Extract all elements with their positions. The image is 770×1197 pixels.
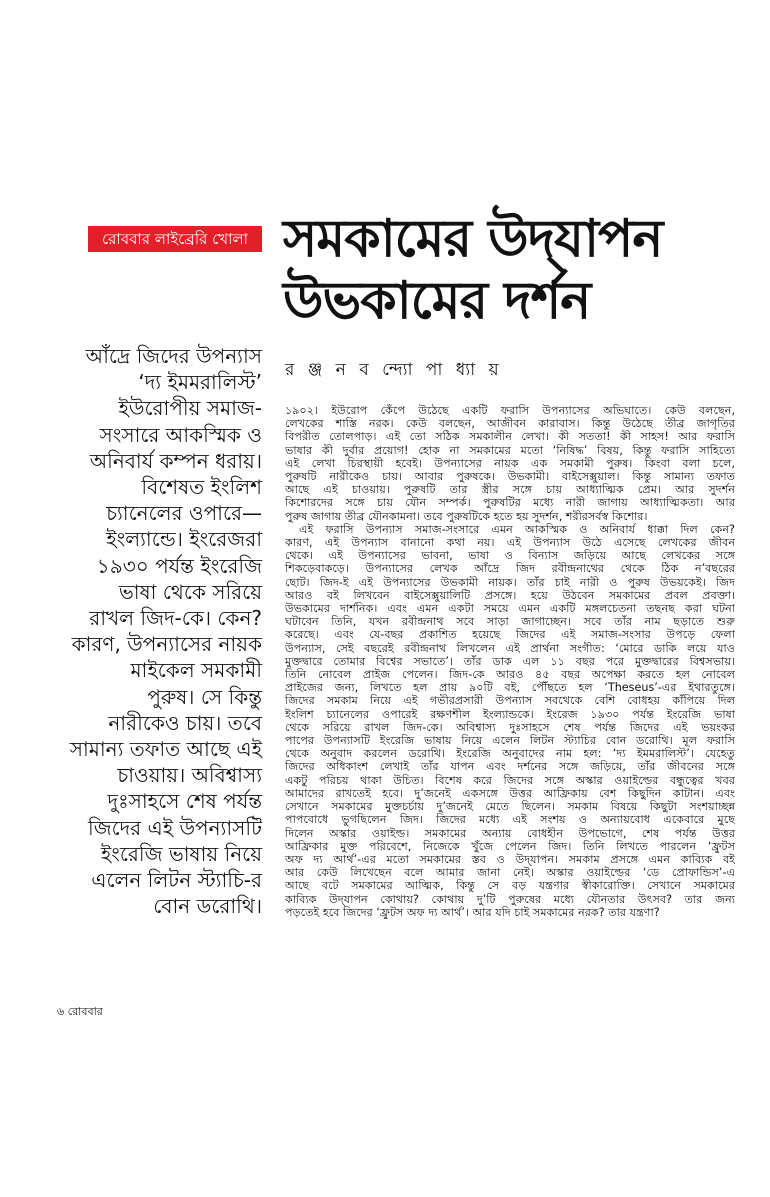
body-line: কারণ, এই উপন্যাস বানানো কথা নয়। এই উপন্যাস উঠে এসেছে লেখকের জীবন bbox=[285, 536, 735, 550]
body-line: ইংলিশ চ্যানেলের ওপারেই রক্ষণশীল ইংল্যান্ডকে। ইংরেজ ১৯৩০ পর্যন্ত ইংরেজি ভাষা bbox=[285, 707, 735, 721]
pull-quote-line: ইংল্যান্ডে। ইংরেজরা bbox=[106, 527, 262, 552]
pull-quote-line: সংসারে আকস্মিক ও bbox=[99, 422, 262, 447]
body-line: তিনি নোবেল প্রাইজ পেলেন। জিদ-কে আরও ৪৫ বছর অপেক্ষা করতে হল নোবেল bbox=[285, 668, 735, 682]
body-line: ছোট। জিদ-ই এই উপন্যাসের উভকামী নায়ক। তাঁর চাই নারী ও পুরুষ উভয়কেই। জিদ bbox=[285, 575, 735, 589]
body-line: থেকে। এই উপন্যাসের ভাবনা, ভাষা ও বিন্যাস জড়িয়ে আছে লেখকের সঙ্গে bbox=[285, 549, 735, 563]
body-line: পাপের উপন্যাসটি ইংরেজি ভাষায় নিয়ে এলেন লিটন স্ট্যাচির বোন ডরোথি। মূল ফরাসি bbox=[285, 734, 735, 748]
body-line: আর কেউ লিখেছেন বলে আমার জানা নেই। অস্কার ওয়াইল্ডের ‘ডে প্রোফান্ডিস’-এ bbox=[285, 866, 735, 880]
pull-quote-line: রাখল জিদ-কে। কেন? bbox=[89, 606, 262, 631]
pull-quote-line: ইংরেজি ভাষায় নিয়ে bbox=[100, 841, 262, 866]
pull-quote-line: দুঃসাহসে শেষ পর্যন্ত bbox=[107, 789, 262, 814]
body-line: আরও বই লিখবেন বাইসেক্সুয়ালিটি প্রসঙ্গে। হয়ে উঠবেন সমকামের প্রবল প্রবক্তা। bbox=[285, 588, 735, 602]
body-line: করেছে। এবং যে-বছর প্রকাশিত হয়েছে জিদের এই সমাজ-সংসার উপড়ে ফেলা bbox=[285, 628, 735, 642]
body-line: আছে বটে সমকামের আত্মিক, কিন্তু সে বড় যন্ত্রণার স্বীকারোক্তি। সেখানে সমকামের bbox=[285, 879, 735, 893]
body-line: লেখকের শাস্তি নরক। কেউ বলছেন, আজীবন কারাবাস। কিন্তু উঠেছে তীব্র জাগৃতির bbox=[285, 417, 735, 431]
body-line: থেকে সরিয়ে রাখল জিদ-কে। অবিশ্বাস্য দুঃসাহসে শেষ পর্যন্ত জিদের এই ভয়ংকর bbox=[285, 720, 735, 734]
body-line: অফ দ্য আর্থ’-এর মতো সমকামের স্তব ও উদ্‌যাপন। সমকাম প্রসঙ্গে এমন কাব্যিক বই bbox=[285, 852, 735, 866]
pull-quote-line: পুরুষ। সে কিন্তু bbox=[147, 684, 262, 709]
page-footer: ৬ রোববার bbox=[57, 1005, 103, 1018]
pull-quote-line: সামান্য তফাত আছে এই bbox=[69, 737, 262, 762]
body-line: দিলেন অস্কার ওয়াইল্ড। সমকামের অন্যায় বোধহীন উপভোগে, শেষ পর্যন্ত উত্তর bbox=[285, 826, 735, 840]
body-line: এই লেখা চিরস্থায়ী হবেই। উপন্যাসের নায়ক এক সমকামী পুরুষ। কিংবা বলা চলে, bbox=[285, 456, 735, 470]
body-line: ঘটাবেন তিনি, যখন রবীন্দ্রনাথ সবে সাড়া জাগাচ্ছেন। সবে তাঁর নাম ছড়াতে শুরু bbox=[285, 615, 735, 629]
body-line: পড়তেই হবে জিদের ‘ফ্রুটস অফ দ্য আর্থ’। আর যদি চাই সমকামের নরক? তার যন্ত্রণা? bbox=[285, 905, 660, 919]
body-line: একটু পরিচয় থাকা উচিত। বিশেষ করে জিদের সঙ্গে অস্কার ওয়াইল্ডের বন্ধুত্বের খবর bbox=[285, 773, 735, 787]
body-line: উপন্যাস, সেই বছরেই রবীন্দ্রনাথ লিখলেন এই প্রার্থনা সংগীত: ‘মোরে ডাকি লয়ে যাও bbox=[285, 641, 735, 655]
body-line: পুরুষ জাগায় তীব্র যৌনকামনা। তবে পুরুষটিকে হতে হয় সুদর্শন, শরীরসর্বস্ব কিশোর। bbox=[285, 509, 648, 523]
pull-quote-line: কারণ, উপন্যাসের নায়ক bbox=[71, 632, 262, 657]
pull-quote-line: অনিবার্য কম্পন ধরায়। bbox=[89, 448, 262, 473]
pull-quote-line: ভাষা থেকে সরিয়ে bbox=[118, 579, 262, 604]
pull-quote-line: চ্যানেলের ওপারে— bbox=[106, 501, 262, 526]
pull-quote-line: বোন ডরোথি। bbox=[153, 894, 262, 919]
body-line: বিপরীত তোলপাড়। এই তো সঠিক সমকালীন লেখা। কী সততা! কী সাহস! আর ফরাসি bbox=[285, 430, 735, 444]
pull-quote-line: আঁদ্রে জিদের উপন্যাস bbox=[85, 344, 262, 368]
pull-quote-line: ‘দ্য ইমমরালিস্ট’ bbox=[138, 370, 262, 395]
pull-quote-line: এলেন লিটন স্ট্যাচি-র bbox=[91, 868, 262, 893]
pull-quote-line: ১৯৩০ পর্যন্ত ইংরেজি bbox=[96, 553, 262, 578]
title-line-1: সমকামের উদ্‌যাপন bbox=[283, 209, 663, 269]
pull-quote-line: ইউরোপীয় সমাজ- bbox=[118, 396, 262, 421]
body-line: থেকে অনুবাদ করলেন ডরোথি। ইংরেজি অনুবাদের নাম হল: ‘দ্য ইমমরালিস্ট’। যেহেতু bbox=[285, 747, 735, 761]
body-line: ১৯০২। ইউরোপ কেঁপে উঠেছে একটি ফরাসি উপন্যাসের অভিঘাতে। কেউ বলছেন, bbox=[285, 404, 735, 417]
pull-quote-line: বিশেষত ইংলিশ bbox=[141, 475, 262, 500]
body-line: কিশোরদের সঙ্গে চায় যৌন সম্পর্ক। পুরুষটির মধ্যে নারী জাগায় আধ্যাত্মিকতা। আর bbox=[285, 496, 735, 510]
body-line: এই ফরাসি উপন্যাস সমাজ-সংসারে এমন আকস্মিক ও অনিবার্য ধাক্কা দিল কেন? bbox=[299, 522, 735, 536]
body-line: আফ্রিকার মুক্ত পরিবেশে, নিজেকে খুঁজে পেলেন জিদ। তিনি লিখতে পারলেন ‘ফ্রুটস bbox=[285, 839, 735, 853]
pull-quote-line: চাওয়ায়। অবিশ্বাস্য bbox=[117, 763, 262, 788]
body-line: প্রাইজের জন্য, লিখতে হল প্রায় ৯০টি বই, পৌঁছতে হল ‘Theseus’-এর ইথারতুঙ্গে। bbox=[285, 681, 735, 695]
body-line: শিকড়েবাকড়ে। উপন্যাসের লেখক আঁদ্রে জিদ রবীন্দ্রনাথের থেকে ঠিক ন’বছরের bbox=[285, 562, 735, 576]
pull-quote-line: মাইকেল সমকামী bbox=[130, 658, 262, 683]
article-title bbox=[283, 208, 713, 332]
article-body bbox=[285, 404, 735, 919]
author-byline: র ঞ্জ ন ব ন্দ্যো পা ধ্যা য় bbox=[285, 360, 503, 380]
pull-quote-line: নারীকেও চায়। তবে bbox=[108, 710, 262, 735]
body-line: আছে এই চাওয়ায়। পুরুষটি তার স্ত্রীর সঙ্গে চায় আধ্যাত্মিক প্রেম। আর সুদর্শন bbox=[285, 483, 735, 497]
title-line-2: উভকামের দর্শন bbox=[283, 271, 591, 331]
body-line: পুরুষটি নারীকেও চায়। আবার পুরুষকে। উভকামী। বাইসেক্সুয়াল। কিন্তু সামান্য তফাত bbox=[285, 470, 735, 484]
body-line: আমাদের রাখতেই হবে। দু’জনেই একসঙ্গে উত্তর আফ্রিকায় বেশ কিছুদিন কাটান। এবং bbox=[285, 786, 735, 800]
body-line: উভকামের দার্শনিক। এবং এমন একটা সময়ে এমন একটি মঙ্গলচেতনা তছনছ করা ঘটনা bbox=[285, 602, 735, 616]
body-line: সেখানে সমকামের মুক্তচর্চায় দু’জনেই মেতে ছিলেন। সমকাম বিষয়ে কিছুটা সংশয়াচ্ছন্ন bbox=[285, 800, 735, 814]
body-line: জিদের সমকাম নিয়ে এই গভীরপ্রসারী উপন্যাস সবথেকে বেশি বোধহয় কাঁপিয়ে দিল bbox=[285, 694, 735, 708]
body-line: জিদের অধিকাংশ লেখাই তাঁর যাপন এবং দর্শনের সঙ্গে জড়িয়ে, তাঁর জীবনের সঙ্গে bbox=[285, 760, 735, 774]
body-line: ভাষার কী দুর্বার প্রয়োগ! হোক না সমকামের মতো ‘নিষিদ্ধ’ বিষয়, কিন্তু ফরাসি সাহিত্যে bbox=[285, 443, 735, 457]
body-line: কাব্যিক উদ্‌যাপন কোথায়? কোথায় দু’টি পুরুষের মধ্যে যৌনতার উৎসব? তার জন্য bbox=[285, 892, 735, 906]
body-line: মুক্তদ্বারে তোমার বিশ্বের সভাতে’। তাঁর ডাক এল ১১ বছর পরে মুক্তদ্বারের বিশ্বসভায়। bbox=[285, 654, 735, 668]
section-tag: রোববার লাইব্রেরি খোলা bbox=[88, 226, 262, 252]
pull-quote bbox=[40, 343, 262, 919]
body-line: পাপবোধে ভুগছিলেন জিদ। জিদের মধ্যে এই সংশয় ও অন্যায়বোধ একেবারে মুছে bbox=[285, 813, 735, 827]
pull-quote-line: জিদের এই উপন্যাসটি bbox=[87, 815, 262, 840]
